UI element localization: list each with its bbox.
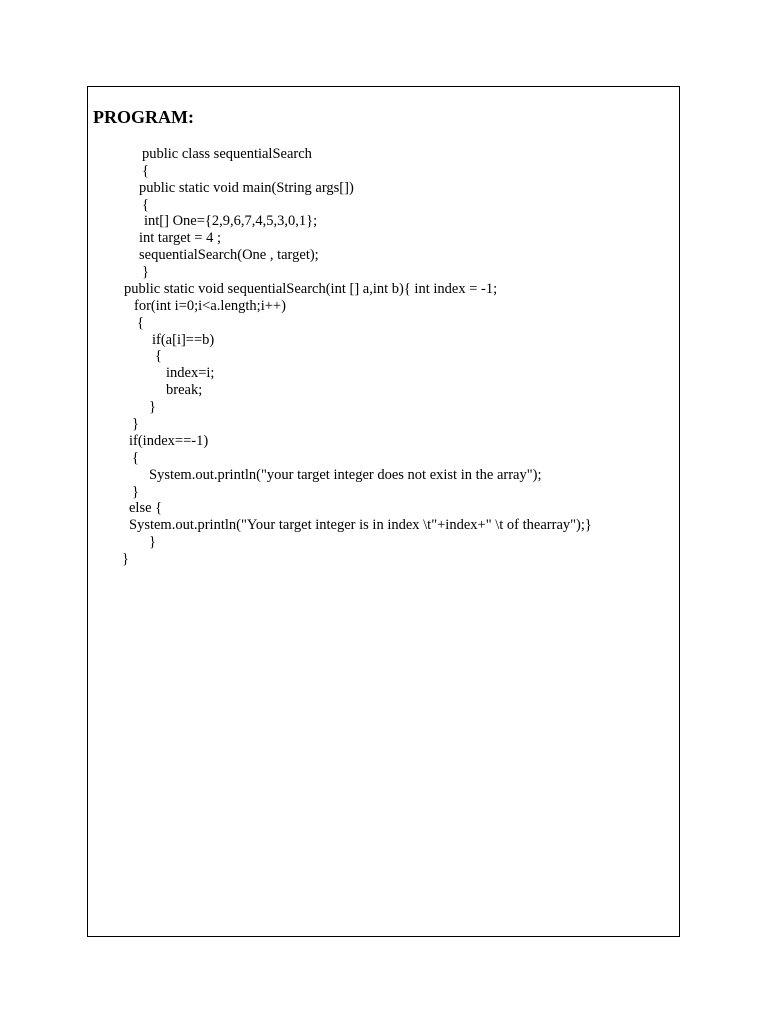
code-line: public static void main(String args[])	[139, 180, 354, 196]
code-line: }	[149, 534, 156, 550]
code-line: }	[122, 551, 129, 567]
code-line: if(a[i]==b)	[152, 332, 215, 348]
code-line: }	[132, 484, 139, 500]
code-line: int[] One={2,9,6,7,4,5,3,0,1};	[144, 213, 318, 229]
code-line: index=i;	[166, 365, 215, 381]
code-line: System.out.println("Your target integer is in index \t"+index+" \t of thearray");}	[129, 517, 592, 533]
code-line: break;	[166, 382, 203, 398]
program-heading: PROGRAM:	[93, 107, 194, 127]
code-line: }	[142, 264, 149, 280]
code-line: {	[137, 315, 144, 331]
code-line: sequentialSearch(One , target);	[139, 247, 319, 263]
code-line: public class sequentialSearch	[142, 146, 312, 162]
code-line: {	[142, 197, 149, 213]
code-line: for(int i=0;i<a.length;i++)	[134, 298, 286, 314]
code-line: {	[132, 450, 139, 466]
code-line: }	[132, 416, 139, 432]
code-line: public static void sequentialSearch(int [] a,int b){ int index = -1;	[124, 281, 498, 297]
code-line: int target = 4 ;	[139, 230, 222, 246]
code-line: {	[155, 348, 162, 364]
code-line: if(index==-1)	[129, 433, 209, 449]
code-line: System.out.println("your target integer does not exist in the array");	[149, 467, 542, 483]
code-line: {	[142, 163, 149, 179]
code-line: }	[149, 399, 156, 415]
code-line: else {	[129, 500, 163, 516]
